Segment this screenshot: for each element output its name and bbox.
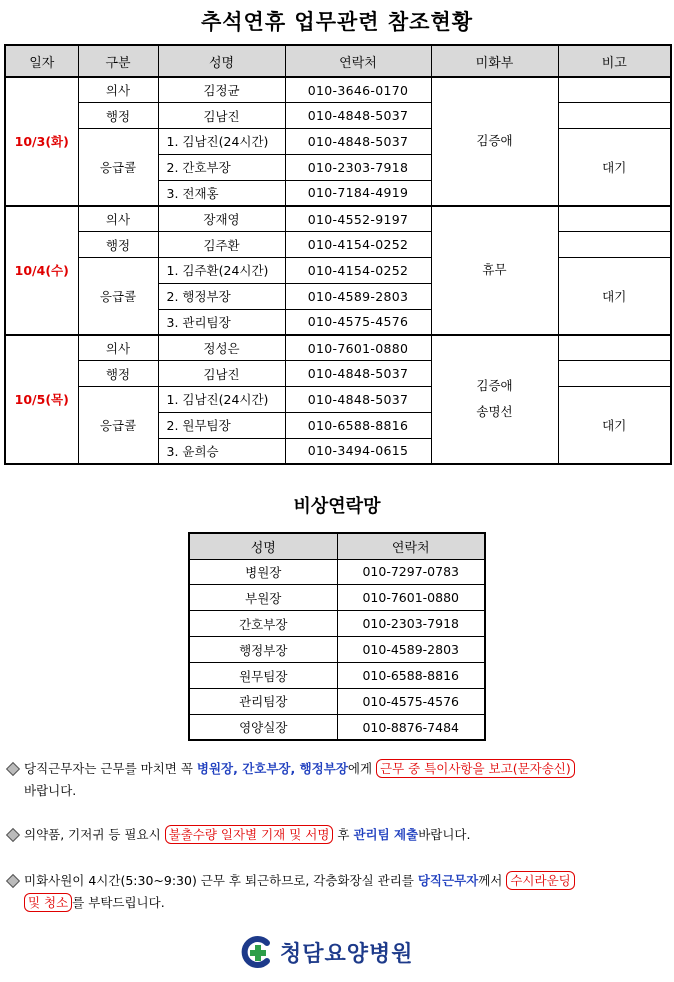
category-cell: 의사: [78, 77, 158, 103]
phone-cell: 010-2303-7918: [285, 154, 431, 180]
phone-cell: 010-6588-8816: [337, 663, 485, 689]
title-cell: 관리팀장: [189, 688, 337, 714]
name-cell: 2. 원무팀장: [158, 412, 285, 438]
title-cell: 부원장: [189, 585, 337, 611]
column-header: 성명: [158, 45, 285, 77]
table-row: [189, 663, 485, 689]
phone-cell: 010-4848-5037: [285, 103, 431, 129]
phone-cell: 010-7601-0880: [285, 335, 431, 361]
note-text: 후: [333, 827, 354, 842]
note-boxed-text: 불출수량 일자별 기재 및 서명: [165, 825, 334, 844]
phone-cell: 010-8876-7484: [337, 714, 485, 740]
note-boxed-text: 근무 중 특이사항을 보고(문자송신): [376, 759, 575, 778]
note-report: [6, 758, 670, 802]
date-cell: 10/4(수): [5, 206, 78, 335]
note-text: 께서: [478, 873, 507, 888]
phone-cell: 010-4552-9197: [285, 206, 431, 232]
category-cell: 응급콜: [78, 387, 158, 464]
table-row: [5, 232, 671, 258]
column-header: 일자: [5, 45, 78, 77]
note-text: 에게: [347, 761, 377, 776]
diamond-bullet-icon: [6, 762, 18, 774]
table-row: [5, 129, 671, 155]
category-cell: 행정: [78, 103, 158, 129]
name-cell: 장재영: [158, 206, 285, 232]
cleaning-staff: 김증애: [476, 133, 513, 149]
title-cell: 원무팀장: [189, 663, 337, 689]
table-header-row: [189, 533, 485, 559]
table-row: [189, 714, 485, 740]
column-header: 연락처: [285, 45, 431, 77]
table-row: [5, 206, 671, 232]
name-cell: 김정균: [158, 77, 285, 103]
phone-cell: 010-4575-4576: [285, 309, 431, 335]
note-boxed-text: 수시라운딩: [506, 871, 574, 890]
diamond-bullet-icon: [6, 874, 18, 886]
phone-cell: 010-6588-8816: [285, 412, 431, 438]
date-cell: 10/5(목): [5, 335, 78, 464]
phone-cell: 010-4848-5037: [285, 387, 431, 413]
name-cell: 3. 관리팀장: [158, 309, 285, 335]
note-boxed-text: 및 청소: [24, 893, 72, 912]
note-cell: 대기: [558, 258, 671, 335]
phone-cell: 010-7297-0783: [337, 559, 485, 585]
phone-cell: 010-3646-0170: [285, 77, 431, 103]
name-cell: 김주환: [158, 232, 285, 258]
phone-cell: 010-4589-2803: [337, 637, 485, 663]
hospital-name: 청담요양병원: [280, 941, 414, 967]
title-cell: 행정부장: [189, 637, 337, 663]
category-cell: 응급콜: [78, 258, 158, 335]
title-cell: 영양실장: [189, 714, 337, 740]
table-row: [189, 559, 485, 585]
cleaning-staff: 김증애: [476, 378, 513, 394]
phone-cell: 010-4589-2803: [285, 283, 431, 309]
table-row: [5, 103, 671, 129]
phone-cell: 010-4154-0252: [285, 258, 431, 284]
note-cell: [558, 361, 671, 387]
note-cleaning: [6, 870, 670, 914]
note-cell: 대기: [558, 387, 671, 464]
table-row: [5, 335, 671, 361]
table-row: [189, 688, 485, 714]
category-cell: 응급콜: [78, 129, 158, 206]
note-supplies: [6, 824, 670, 846]
note-text: 당직근무자는 근무를 마치면 꼭: [24, 761, 197, 776]
note-cell: [558, 232, 671, 258]
note-cell: [558, 103, 671, 129]
table-header-row: [5, 45, 671, 77]
table-row: [5, 77, 671, 103]
note-highlight: 병원장, 간호부장, 행정부장: [196, 761, 348, 776]
note-cell: [558, 77, 671, 103]
name-cell: 2. 간호부장: [158, 154, 285, 180]
emergency-network-table: [188, 532, 486, 741]
cleaning-staff: 휴무: [482, 262, 507, 278]
table-row: [5, 258, 671, 284]
name-cell: 3. 윤희승: [158, 438, 285, 464]
category-cell: 행정: [78, 232, 158, 258]
page-title: 추석연휴 업무관련 참조현황: [200, 10, 474, 34]
title-cell: 간호부장: [189, 611, 337, 637]
note-text: 의약품, 기저귀 등 필요시: [24, 827, 165, 842]
hospital-cross-logo-icon: [240, 935, 274, 969]
phone-cell: 010-2303-7918: [337, 611, 485, 637]
phone-cell: 010-3494-0615: [285, 438, 431, 464]
hospital-logo: [240, 934, 414, 970]
phone-cell: 010-4575-4576: [337, 688, 485, 714]
note-cell: [558, 206, 671, 232]
category-cell: 의사: [78, 335, 158, 361]
diamond-bullet-icon: [6, 828, 18, 840]
table-row: [5, 387, 671, 413]
column-header: 구분: [78, 45, 158, 77]
note-text: 바랍니다.: [418, 827, 471, 842]
name-cell: 1. 김주환(24시간): [158, 258, 285, 284]
cleaning-cell: [431, 77, 558, 206]
phone-cell: 010-4848-5037: [285, 361, 431, 387]
cleaning-cell: [431, 206, 558, 335]
note-text: 를 부탁드립니다.: [72, 895, 165, 910]
date-cell: 10/3(화): [5, 77, 78, 206]
note-cell: 대기: [558, 129, 671, 206]
table-row: [5, 361, 671, 387]
name-cell: 3. 전재홍: [158, 180, 285, 206]
column-header: 비고: [558, 45, 671, 77]
name-cell: 2. 행정부장: [158, 283, 285, 309]
note-highlight: 당직근무자: [417, 873, 479, 888]
name-cell: 1. 김남진(24시간): [158, 387, 285, 413]
column-header: 성명: [189, 533, 337, 559]
cleaning-cell: [431, 335, 558, 464]
note-highlight: 관리팀 제출: [353, 827, 419, 842]
column-header: 미화부: [431, 45, 558, 77]
emergency-network-title: 비상연락망: [293, 496, 381, 517]
name-cell: 정성은: [158, 335, 285, 361]
phone-cell: 010-4848-5037: [285, 129, 431, 155]
note-text: 바랍니다.: [24, 783, 77, 798]
phone-cell: 010-7184-4919: [285, 180, 431, 206]
name-cell: 1. 김남진(24시간): [158, 129, 285, 155]
name-cell: 김남진: [158, 103, 285, 129]
table-row: [189, 611, 485, 637]
duty-schedule-table: [4, 44, 672, 465]
table-row: [189, 637, 485, 663]
category-cell: 행정: [78, 361, 158, 387]
table-row: [189, 585, 485, 611]
phone-cell: 010-4154-0252: [285, 232, 431, 258]
name-cell: 김남진: [158, 361, 285, 387]
title-cell: 병원장: [189, 559, 337, 585]
cleaning-staff: 송명선: [476, 404, 513, 420]
phone-cell: 010-7601-0880: [337, 585, 485, 611]
category-cell: 의사: [78, 206, 158, 232]
column-header: 연락처: [337, 533, 485, 559]
note-cell: [558, 335, 671, 361]
note-text: 미화사원이 4시간(5:30~9:30) 근무 후 퇴근하므로, 각층화장실 관리를: [24, 873, 418, 888]
